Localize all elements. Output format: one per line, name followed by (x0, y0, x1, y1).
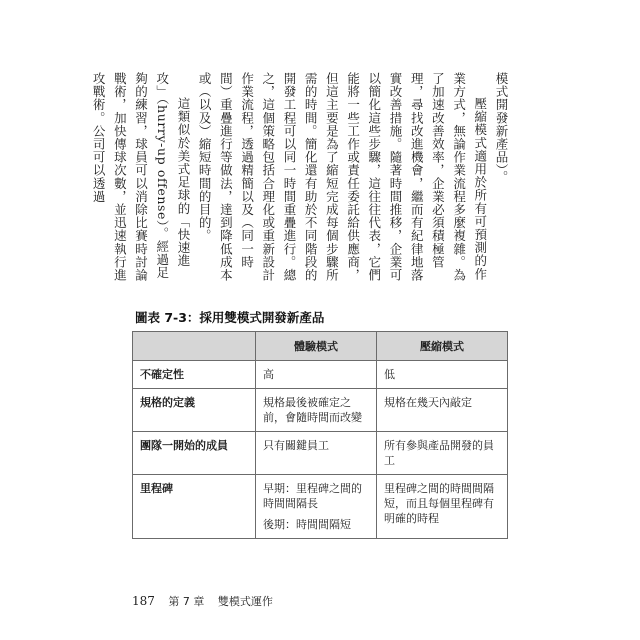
table-row (133, 475, 508, 539)
header-blank-cell (133, 332, 256, 361)
cell-compression (377, 475, 508, 539)
cell-compression (377, 361, 508, 389)
cell-text: 後期：時間間隔短 (263, 518, 351, 531)
figure-caption: 圖表 7-3：採用雙模式開發新產品 (135, 310, 325, 325)
paragraph-hurry-up-offense: 這類似於美式足球的「快速進攻」（hurry-up offense）。經過足夠的練習，球員可以消除比賽時討論戰術，加快傳球次數，並迅速執行進攻戰術。公司可以透過 (91, 72, 191, 282)
cell-experience (256, 389, 377, 432)
cell-compression (377, 432, 508, 475)
cell-text: 只有關鍵員工 (263, 439, 329, 452)
row-label: 團隊一開始的成員 (133, 432, 256, 475)
page-number: 187 (132, 594, 155, 608)
table-row (133, 361, 508, 389)
table-header-row (133, 332, 508, 361)
vertical-body-text (88, 72, 512, 287)
section-heading-tail: 模式開發新產品）。 (494, 72, 509, 184)
cell-text: 低 (384, 368, 395, 381)
cell-experience (256, 361, 377, 389)
header-compression-mode: 壓縮模式 (377, 332, 508, 361)
page-footer (132, 593, 273, 609)
cell-text: 里程碑之間的時間間隔短，而且每個里程碑有明確的時程 (384, 482, 494, 525)
comparison-table (132, 331, 508, 539)
paragraph-compression-mode: 壓縮模式適用於所有可預測的作業方式，無論作業流程多麼複雜。為了加速改善效率，企業必須積極管理，尋找改進機會，繼而有紀律地落實改善措施。隨著時間推移，企業可以簡化這些步驟，這往往代表，它們能將一些工作或責任委託給供應商，但這主要是為了縮短完成每個步驟所需的時間。簡化還有助於不同階段的開發工程可以同一時間重疊進行。總之，這個策略包括合理化或重新設計作業流程，透過精簡以及（同一時間）重疊進行等做法，達到降低成本或（以及）縮短時間的目的。 (197, 72, 488, 282)
header-experience-mode: 體驗模式 (256, 332, 377, 361)
cell-text: 所有參與產品開發的員工 (384, 439, 494, 467)
cell-compression (377, 389, 508, 432)
cell-experience (256, 432, 377, 475)
table-row (133, 432, 508, 475)
row-label: 里程碑 (133, 475, 256, 539)
cell-experience (256, 475, 377, 539)
row-label: 不確定性 (133, 361, 256, 389)
chapter-title: 雙模式運作 (217, 595, 273, 608)
cell-text: 規格在幾天內敲定 (384, 396, 472, 409)
table-row (133, 389, 508, 432)
cell-text: 早期：里程碑之間的時間間隔長 (263, 482, 362, 510)
cell-text: 規格最後被確定之前，會隨時間而改變 (263, 396, 362, 424)
chapter-number: 第 7 章 (168, 595, 205, 608)
cell-text: 高 (263, 368, 274, 381)
row-label: 規格的定義 (133, 389, 256, 432)
